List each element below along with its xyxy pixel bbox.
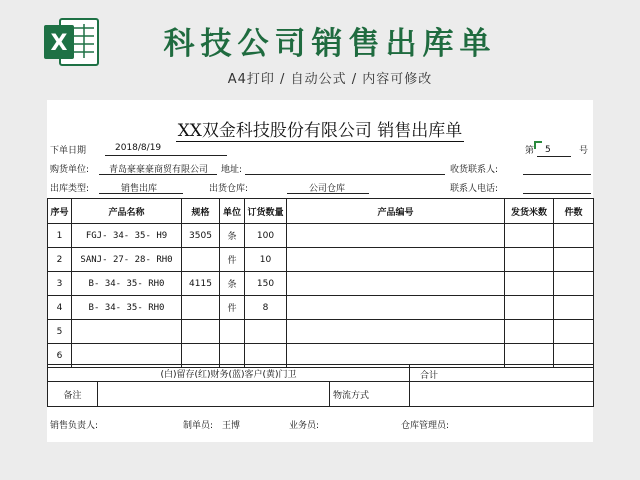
col-header: 单位 bbox=[220, 199, 245, 224]
buyer-label: 购货单位: bbox=[50, 165, 90, 175]
qty-cell[interactable]: 8 bbox=[245, 296, 287, 320]
product-name-cell[interactable] bbox=[72, 224, 182, 248]
pieces-cell[interactable] bbox=[554, 272, 594, 296]
product-code-cell[interactable] bbox=[287, 320, 505, 344]
type-underline bbox=[99, 193, 183, 194]
remark-field[interactable] bbox=[98, 382, 330, 407]
product-name-cell[interactable] bbox=[72, 272, 182, 296]
code-part: FGJ- bbox=[85, 230, 108, 241]
product-name-cell[interactable] bbox=[72, 320, 182, 344]
warehouse-label: 出货仓库: bbox=[209, 184, 249, 194]
code-part: B- bbox=[88, 302, 100, 313]
meters-cell[interactable] bbox=[505, 272, 554, 296]
buyer-value[interactable]: 青岛豪豪豪商贸有限公司 bbox=[109, 165, 209, 175]
unit-cell[interactable]: 件 bbox=[220, 248, 245, 272]
copies-note: (白)留存(红)财务(蓝)客户(黄)门卫 bbox=[48, 365, 410, 382]
salesman-label: 业务员: bbox=[289, 421, 320, 431]
meters-cell[interactable] bbox=[505, 320, 554, 344]
warehouse-value[interactable]: 公司仓库 bbox=[309, 184, 346, 194]
table-row bbox=[48, 248, 594, 272]
col-header: 产品编号 bbox=[287, 199, 505, 224]
code-part: B- bbox=[88, 278, 100, 289]
code-part: RH0 bbox=[148, 302, 165, 313]
qty-cell[interactable]: 10 bbox=[245, 248, 287, 272]
row-no: 2 bbox=[48, 248, 72, 272]
order-date-value[interactable]: 2018/8/19 bbox=[115, 143, 162, 153]
unit-cell[interactable]: 条 bbox=[220, 224, 245, 248]
product-code-cell[interactable] bbox=[287, 296, 505, 320]
col-header: 发货米数 bbox=[505, 199, 554, 224]
items-table bbox=[47, 198, 594, 368]
product-code-cell[interactable] bbox=[287, 248, 505, 272]
total-label: 合计 bbox=[410, 365, 594, 382]
pieces-cell[interactable] bbox=[554, 320, 594, 344]
row-no: 1 bbox=[48, 224, 72, 248]
code-part: 27- bbox=[112, 254, 130, 265]
unit-cell[interactable] bbox=[220, 320, 245, 344]
code-part: 35- bbox=[126, 302, 143, 313]
col-header: 规格 bbox=[182, 199, 220, 224]
no-suffix: 号 bbox=[579, 146, 589, 156]
code-part: 35- bbox=[134, 230, 151, 241]
sales-manager-label: 销售负责人: bbox=[50, 421, 99, 431]
phone-underline[interactable] bbox=[523, 193, 591, 194]
pieces-cell[interactable] bbox=[554, 296, 594, 320]
qty-cell[interactable] bbox=[245, 320, 287, 344]
table-header-row bbox=[48, 199, 594, 224]
pieces-cell[interactable] bbox=[554, 224, 594, 248]
code-part: RH0 bbox=[156, 254, 173, 265]
code-part: 34- bbox=[104, 278, 122, 289]
col-header: 产品名称 bbox=[72, 199, 182, 224]
product-name-cell[interactable] bbox=[72, 248, 182, 272]
address-label: 地址: bbox=[221, 165, 243, 175]
warehouse-underline bbox=[287, 193, 369, 194]
type-label: 出库类型: bbox=[50, 184, 90, 194]
type-value[interactable]: 销售出库 bbox=[121, 184, 158, 194]
phone-label: 联系人电话: bbox=[450, 184, 499, 194]
no-prefix: 第 bbox=[525, 146, 535, 156]
table-row bbox=[48, 320, 594, 344]
footer-table bbox=[47, 364, 594, 407]
code-part: SANJ- bbox=[80, 254, 108, 265]
spec-cell[interactable]: 3505 bbox=[182, 224, 220, 248]
banner-title: 科技公司销售出库单 bbox=[163, 26, 497, 62]
sheet-title-text: XX双金科技股份有限公司 销售出库单 bbox=[177, 121, 463, 141]
code-part: H9 bbox=[156, 230, 168, 241]
banner-subtitle: A4打印 / 自动公式 / 内容可修改 bbox=[227, 72, 433, 87]
remark-label: 备注 bbox=[48, 382, 98, 407]
cell-comment-marker bbox=[534, 141, 542, 149]
spec-cell[interactable] bbox=[182, 320, 220, 344]
sheet-title bbox=[47, 116, 593, 141]
buyer-underline bbox=[99, 174, 217, 175]
table-row bbox=[48, 296, 594, 320]
row-no: 5 bbox=[48, 320, 72, 344]
pieces-cell[interactable] bbox=[554, 248, 594, 272]
maker-label: 制单员: bbox=[183, 421, 214, 431]
no-value[interactable]: 5 bbox=[545, 145, 551, 155]
code-part: 28- bbox=[134, 254, 151, 265]
address-underline[interactable] bbox=[245, 174, 445, 175]
spec-cell[interactable]: 4115 bbox=[182, 272, 220, 296]
order-date-underline bbox=[105, 155, 227, 156]
table-row bbox=[48, 224, 594, 248]
spec-cell[interactable] bbox=[182, 248, 220, 272]
col-header: 序号 bbox=[48, 199, 72, 224]
row-no: 4 bbox=[48, 296, 72, 320]
warehouse-manager-label: 仓库管理员: bbox=[401, 421, 450, 431]
receiver-underline[interactable] bbox=[523, 174, 591, 175]
order-date-label: 下单日期 bbox=[50, 146, 87, 156]
table-row bbox=[48, 272, 594, 296]
col-header: 订货数量 bbox=[245, 199, 287, 224]
product-code-cell[interactable] bbox=[287, 272, 505, 296]
meters-cell[interactable] bbox=[505, 248, 554, 272]
product-code-cell[interactable] bbox=[287, 224, 505, 248]
row-no: 6 bbox=[48, 344, 72, 368]
product-name-cell[interactable] bbox=[72, 296, 182, 320]
logistics-label: 物流方式 bbox=[330, 382, 410, 407]
row-no: 3 bbox=[48, 272, 72, 296]
meters-cell[interactable] bbox=[505, 296, 554, 320]
receiver-label: 收货联系人: bbox=[450, 165, 499, 175]
logistics-field[interactable] bbox=[410, 382, 594, 407]
col-header: 件数 bbox=[554, 199, 594, 224]
spec-cell[interactable] bbox=[182, 296, 220, 320]
code-part: 34- bbox=[112, 230, 130, 241]
maker-value[interactable]: 王博 bbox=[222, 421, 241, 431]
sales-sheet bbox=[47, 100, 593, 442]
excel-icon bbox=[42, 16, 100, 68]
qty-cell[interactable]: 150 bbox=[245, 272, 287, 296]
unit-cell[interactable]: 件 bbox=[220, 296, 245, 320]
qty-cell[interactable]: 100 bbox=[245, 224, 287, 248]
code-part: RH0 bbox=[148, 278, 165, 289]
code-part: 34- bbox=[104, 302, 122, 313]
banner bbox=[0, 0, 640, 98]
meters-cell[interactable] bbox=[505, 224, 554, 248]
code-part: 35- bbox=[126, 278, 143, 289]
no-underline bbox=[537, 156, 571, 157]
svg-text:X: X bbox=[50, 31, 68, 56]
unit-cell[interactable]: 条 bbox=[220, 272, 245, 296]
